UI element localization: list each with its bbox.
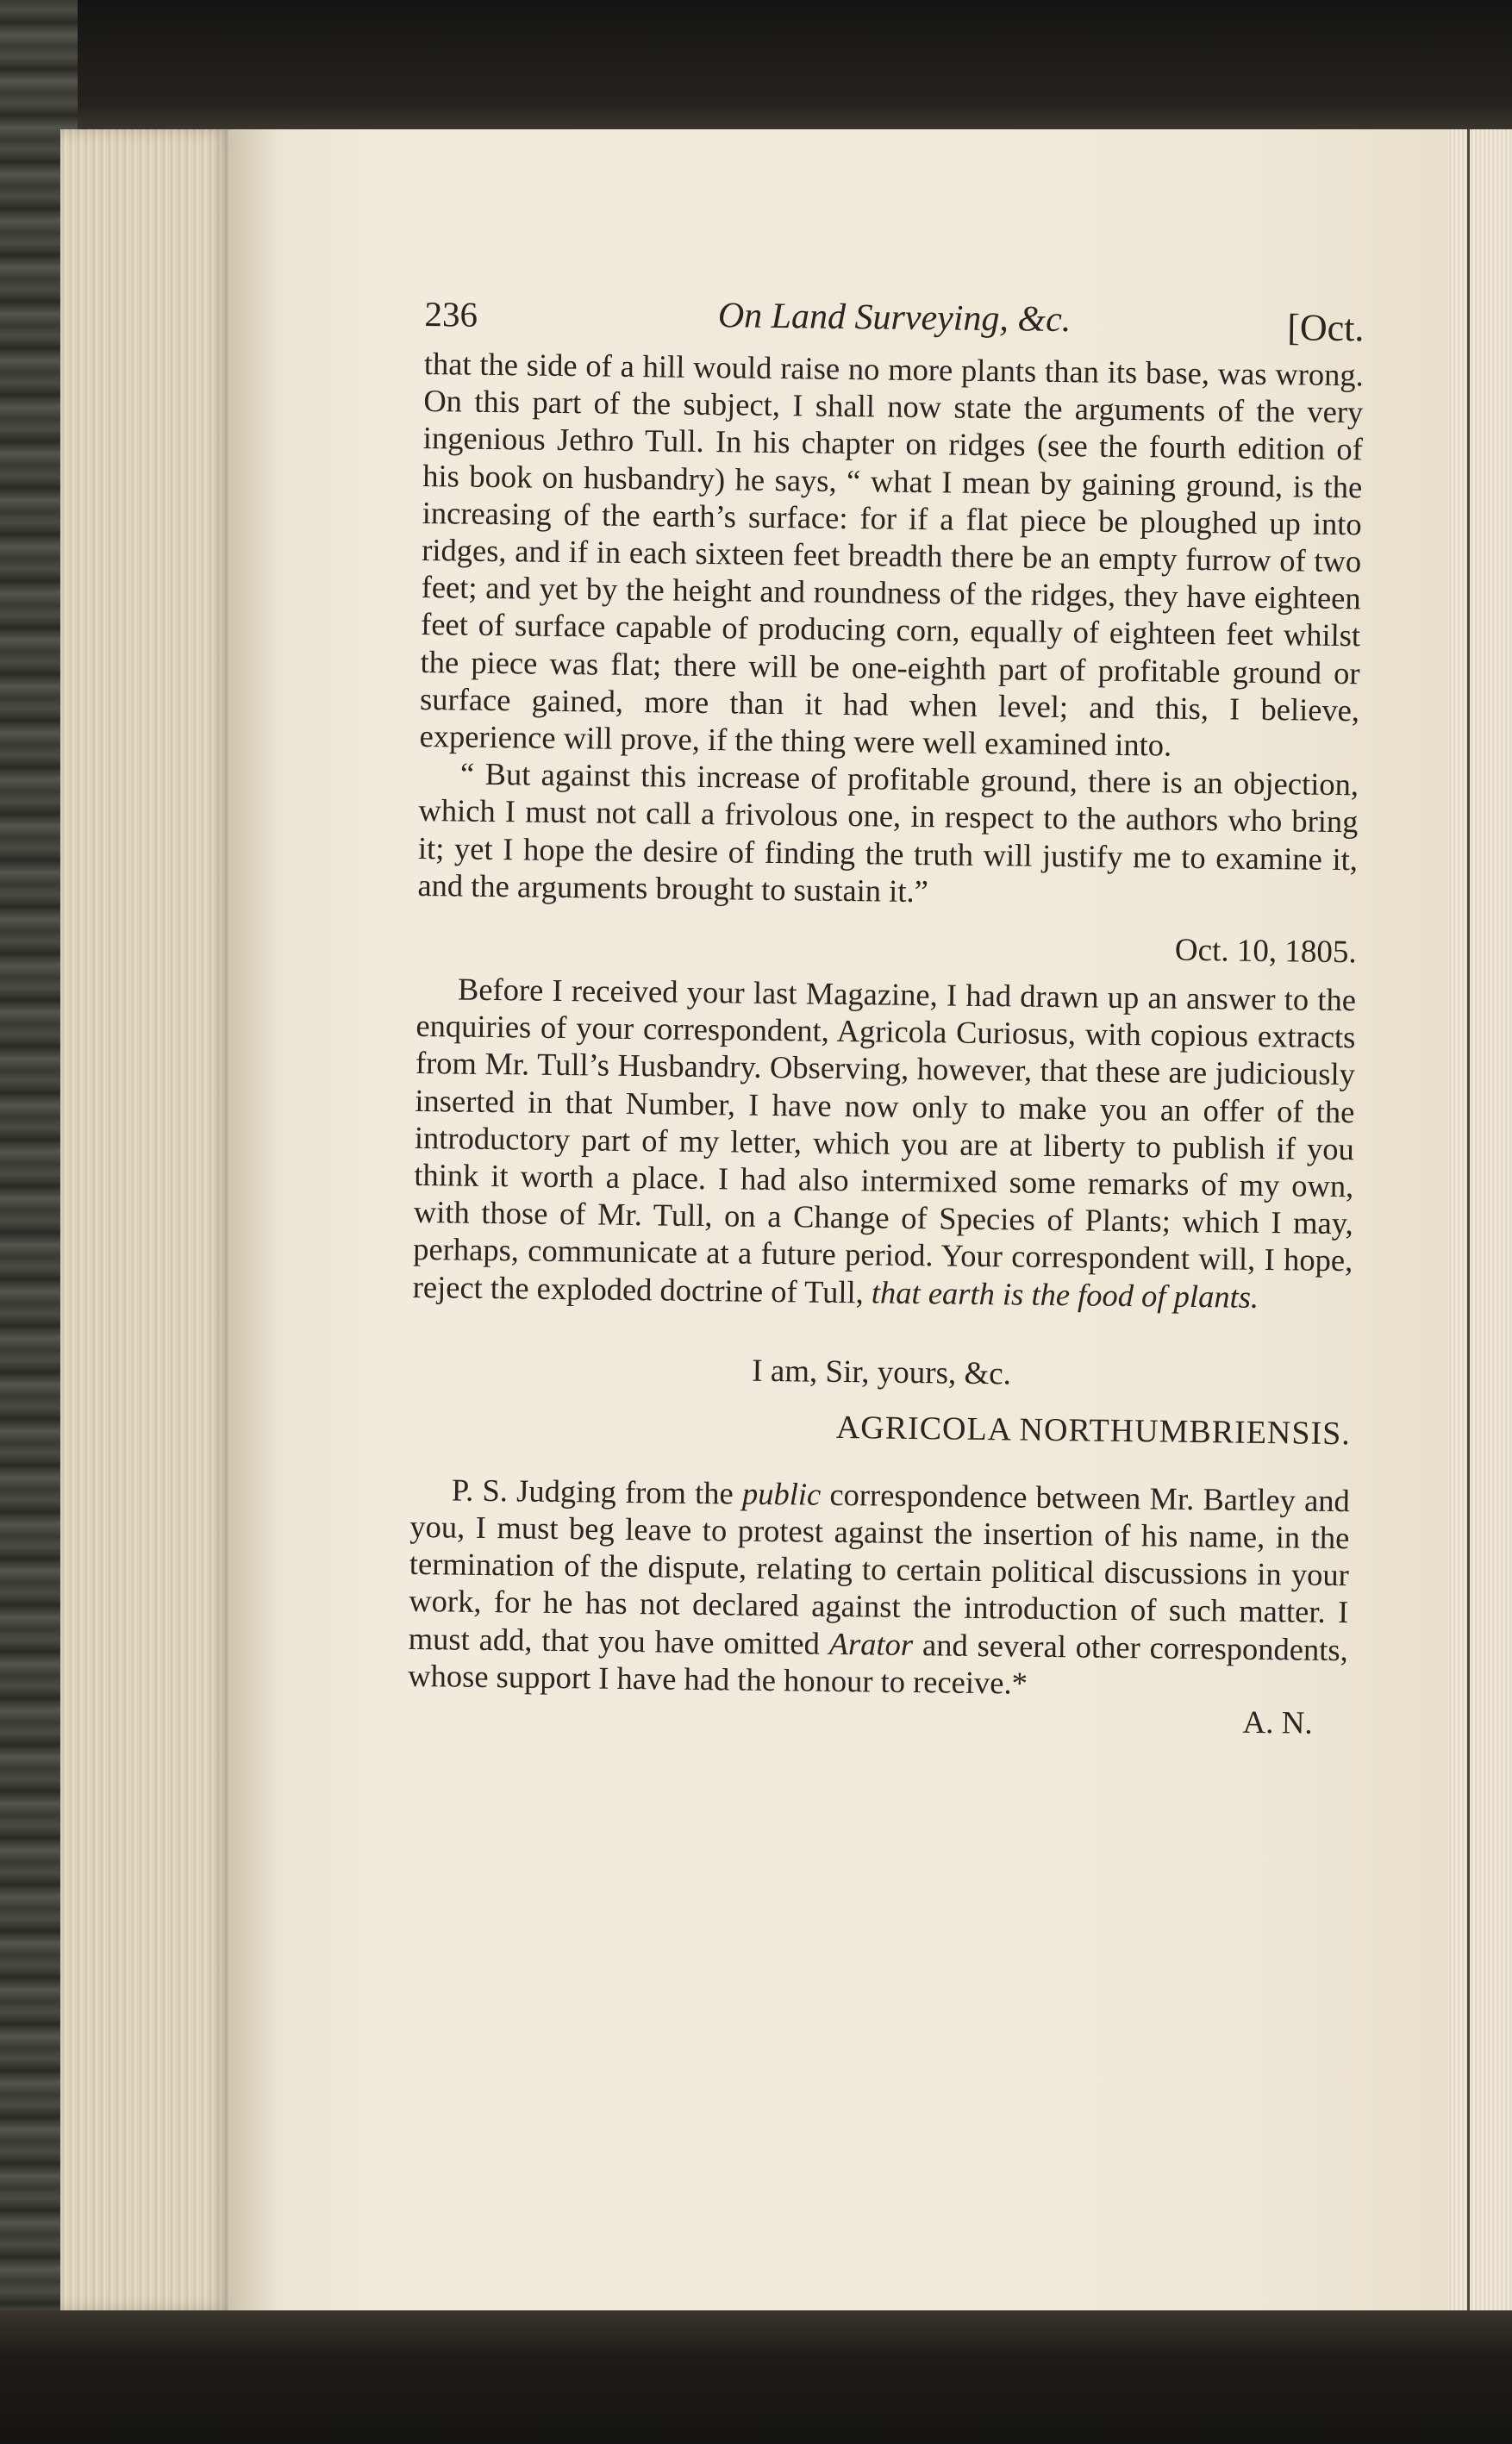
paragraph-objection: “ But against this increase of profitable ground, there is an objection, which I must not call a frivolous one, in respect to the authors who bring it; yet I hope the desire of finding the truth will justify me to examine it, and the arguments brought to sustain it.”	[417, 755, 1359, 909]
ps-text-start: P. S. Judging from the	[451, 1472, 734, 1511]
paragraph-letter	[413, 970, 1357, 1316]
book-cover-top	[0, 0, 1512, 129]
postscript-initials: A. N.	[1242, 1704, 1313, 1741]
ps-italic-arator: Arator	[828, 1625, 914, 1662]
closing-line: I am, Sir, yours, &c.	[752, 1353, 1012, 1392]
dateline: Oct. 10, 1805.	[1174, 932, 1357, 971]
letter-italic-phrase: that earth is the food of plants.	[871, 1274, 1259, 1315]
running-month: [Oct.	[1286, 306, 1365, 350]
running-title: On Land Surveying, &c.	[717, 296, 1072, 341]
signature: AGRICOLA NORTHUMBRIENSIS.	[835, 1409, 1352, 1453]
running-header	[424, 284, 1365, 356]
page-text	[407, 284, 1364, 1742]
ps-text-middle: correspondence between Mr. Bartley and you, I must beg leave to protest against the insertion of his name, in the termination of the dispute, relating to certain political discussions in your work, for he has not declared against the introduction of such matter. I must add, that you have omitted	[408, 1476, 1351, 1661]
ps-text-end: and several other correspondents, whose support I have had the honour to receive.*	[408, 1626, 1349, 1701]
postscript	[408, 1471, 1350, 1706]
letter-text: Before I received your last Magazine, I had drawn up an answer to the enquiries of your correspondent, Agricola Curiosus, with copious extracts from Mr. Tull’s Husbandry. Observing, however, that these are judiciously inserted in that Number, I have now only to make you an offer of the introductory part of my letter, which you are at liberty to publish if you think it worth a place. I had also intermixed some remarks of my own, with those of Mr. Tull, on a Change of Species of Plants; which I may, perhaps, communicate at a future period. Your correspondent will, I hope, reject the exploded doctrine of Tull,	[412, 971, 1357, 1310]
page-stack-edges	[60, 129, 233, 2310]
book-cover-bottom	[0, 2310, 1512, 2444]
page-number: 236	[424, 293, 478, 334]
ps-italic-public: public	[741, 1475, 822, 1512]
paragraph-tull-quote: that the side of a hill would raise no more plants than its base, was wrong. On this part of the subject, I shall now state the arguments of the very ingenious Jethro Tull. In his chapter on ridges (see the fourth edition of his book on husbandry) he says, “ what I mean by gaining ground, is the increasing of the earth’s surface: for if a flat piece be ploughed up into ridges, and if in each sixteen feet breadth there be an empty furrow of two feet; and yet by the height and roundness of the ridges, they have eighteen feet of surface capable of producing corn, equally of eighteen feet whilst the piece was flat; there will be one-eighth part of profitable ground or surface gained, more than it had when level; and this, I believe, experience will prove, if the thing were well examined into.	[419, 345, 1365, 763]
right-page-edge	[1448, 129, 1512, 2310]
